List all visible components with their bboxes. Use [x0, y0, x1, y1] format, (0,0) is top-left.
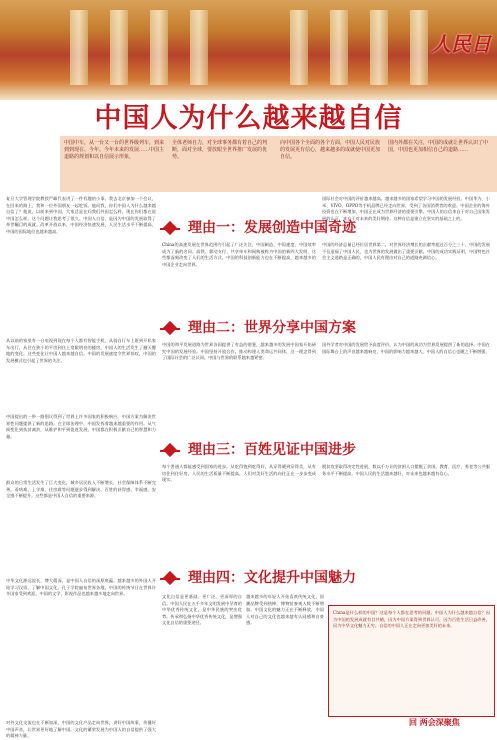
lead-text: 中国中车，从一台又一台的世界级列车，到来到到现在、今年、今年未来的发展……中国主道路的规划和以自信展示形象，: [64, 140, 165, 160]
sidebar-text: China是什么样的中国？这是每个人都在思考的问题。中国人为什么越来越自信？因为中国的发展成就有目共睹，因为中国方案得到世界认可，因为百姓生活日益改善，因为中华文化魅力无穷。自信的中国人正在走向更加美好的未来。: [333, 610, 490, 629]
s4-mid-text: 文化自信是更基础、更广泛、更深厚的自信。中国人民在五千多年文明发展中孕育的中华优秀传统文化，是中华民族的突出优势。传承和弘扬中华优秀传统文化，是增强文化自信的重要途径。: [162, 594, 242, 626]
section-header: [0, 318, 497, 338]
s1-right-text: 中国的经济总量已经位居世界第二，对世界经济增长的贡献率超过百分之三十。中国的发展不仅造福了中国人民，也为世界的发展做出了重要贡献。中国的成功实践证明，中国特色社会主义道路是正确的，中国人民有理由对自己的道路充满信心。: [322, 242, 490, 261]
section-title: 理由三：百姓见证中国进步: [180, 440, 364, 460]
section-title: 理由二：世界分享中国方案: [180, 318, 364, 338]
section-title: 理由四：文化提升中国魅力: [180, 568, 364, 588]
s1-mid-text: China的高速发展在世界范围内引起了广泛关注，中国制造、中国速度、中国效率成为了新的名词。高铁、移动支付、共享单车和网购被称为中国的新四大发明，这些都深刻改变了人们的生活方式。中国的科技创新能力也在不断提高，越来越多的中国企业走向世界。: [162, 242, 316, 267]
left-bottom-text: 对外文化交流也在不断加深，中国的文化产品走向世界，讲好中国故事，传播好中国声音，让世界更好地了解中国。文化的繁荣发展为中国人的自信提供了强大的精神力量。: [6, 720, 156, 739]
section-header: [0, 440, 497, 460]
s1-left-text: 从以前的家里有一台电视到现在每个人都有智能手机，从骑自行车上班到开私家车出行，从住在狭小的平房到住上宽敞明亮的楼房，中国人的生活发生了翻天覆地的变化。这些变化让中国人越来越自信。中国的发展速度令世界惊叹，中国的发展模式也引起了世界的关注。: [6, 338, 156, 363]
sidebar-box: [328, 605, 495, 717]
s3-mid-text: 每个普通人都能感受到国家的进步。从吃得饱到吃得好，从穿得暖到穿得美，从有房住到住好房，人民的生活质量不断提高。人们对美好生活的向往正在一步步变成现实。: [162, 464, 316, 483]
source-label: 回 两会深聚焦: [409, 718, 460, 727]
s3-left-text: 群众的日常生活发生了巨大变化，城乡居民收入不断增长，社会保障体系不断完善。看病难、上学难、住房难等问题逐步得到解决。百姓的获得感、幸福感、安全感不断提升。这些都是中国人自信的重要来源。: [6, 480, 156, 499]
lead-text: 向中国各个全面的各个方面，中国人民对民族的发展更有信心，越来越多的成就使中国更加自信。: [280, 140, 381, 160]
section-title: 理由一：发展创造中国奇迹: [180, 218, 364, 238]
header-banner: [0, 0, 497, 100]
s2-left-text: 中国提出的一带一路倡议得到了世界上许多国家的积极响应。中国方案为解决世界性问题提供了新的思路。在全球治理中，中国发挥着越来越重要的作用。从气候变化到扶贫减贫，从维护和平到促进发展，中国都在积极贡献自己的智慧和力量。: [6, 414, 156, 439]
intro-text: 复旦大学管理学院教授严峰代表讲了一件有趣的小事。我去北京参加一个会议，在回来的路上，我和一位外国朋友一起吃饭。他问我，你们中国人为什么越来越自信了？他说，以前来到中国，大家总是在问我们外国怎么样，现在你们都在说中国怎么样。这个问题让我思考了很久。中国人自信，是因为中国的发展取得了举世瞩目的成就。改革开放以来，中国经济快速发展，人民生活水平不断提高，中国的国际地位也越来越高。: [6, 196, 156, 234]
paper-logo: 人民日: [431, 32, 491, 56]
main-title: 中国人为什么越来越自信: [94, 103, 403, 134]
s4-right-text: 越来越多的年轻人开始喜欢传统文化，国潮品牌受到热捧，博物馆参观人数不断增加。中国文化的魅力正在不断释放，中国人对自己的文化也越来越有认同感和自豪感。: [246, 594, 324, 626]
lead-text: 国内外都在关注，中国的成就让世界认识了中国，中国也更加相信自己的道路……: [388, 140, 489, 153]
s2-right-text: 国外学者对中国的发展给予高度评价，认为中国的成功为世界发展提供了新的选择。中国在国际舞台上的声音越来越响亮，中国的影响力越来越大，中国人的自信心也随之不断增强。: [322, 342, 490, 354]
lead-text: 全体老师自力，对全球事务都有着自己的判断，面对全球，要放眼全世界推广发展的优势。: [172, 140, 268, 160]
lead-box: [60, 136, 497, 192]
s3-right-text: 脱贫攻坚取得决定性进展，数以千万计的贫困人口摆脱了贫困。教育、医疗、养老等公共服务水平不断提高。中国人民的生活越来越好，对未来也越来越有信心。: [322, 464, 490, 476]
right-column-text: 国际社会对中国的评价越来越高。越来越多的国家希望学习中国的发展经验。中国华为、小米、VIVO、OPPO等手机品牌已经走向世界，受到了各国消费者的欢迎。中国企业的海外投资也在不断增加，中国正在成为世界经济的重要引擎。中国人的自信来自于对自己国家发展的认可，来自于对未来的美好期待。这种自信是建立在坚实的基础之上的。: [322, 196, 490, 221]
hall-columns-image: [0, 0, 497, 80]
s4-left-text: 中华文化源远流长、博大精深，是中国人自信的深厚底蕴。越来越多的外国人开始学习汉语，了解中国文化。孔子学院遍布世界各地，中国的传统节日在世界许多国家受到欢迎。中国的文学、影视作品也越来越多地走向世界。: [6, 578, 156, 597]
s2-mid-text: 中国的和平发展道路为世界各国提供了有益的借鉴，越来越多的发展中国家开始研究中国的发展经验。中国坚持开放合作，推动构建人类命运共同体，这一理念得到了国际社会的广泛认同。中国与世界的联系越来越紧密。: [162, 342, 316, 361]
